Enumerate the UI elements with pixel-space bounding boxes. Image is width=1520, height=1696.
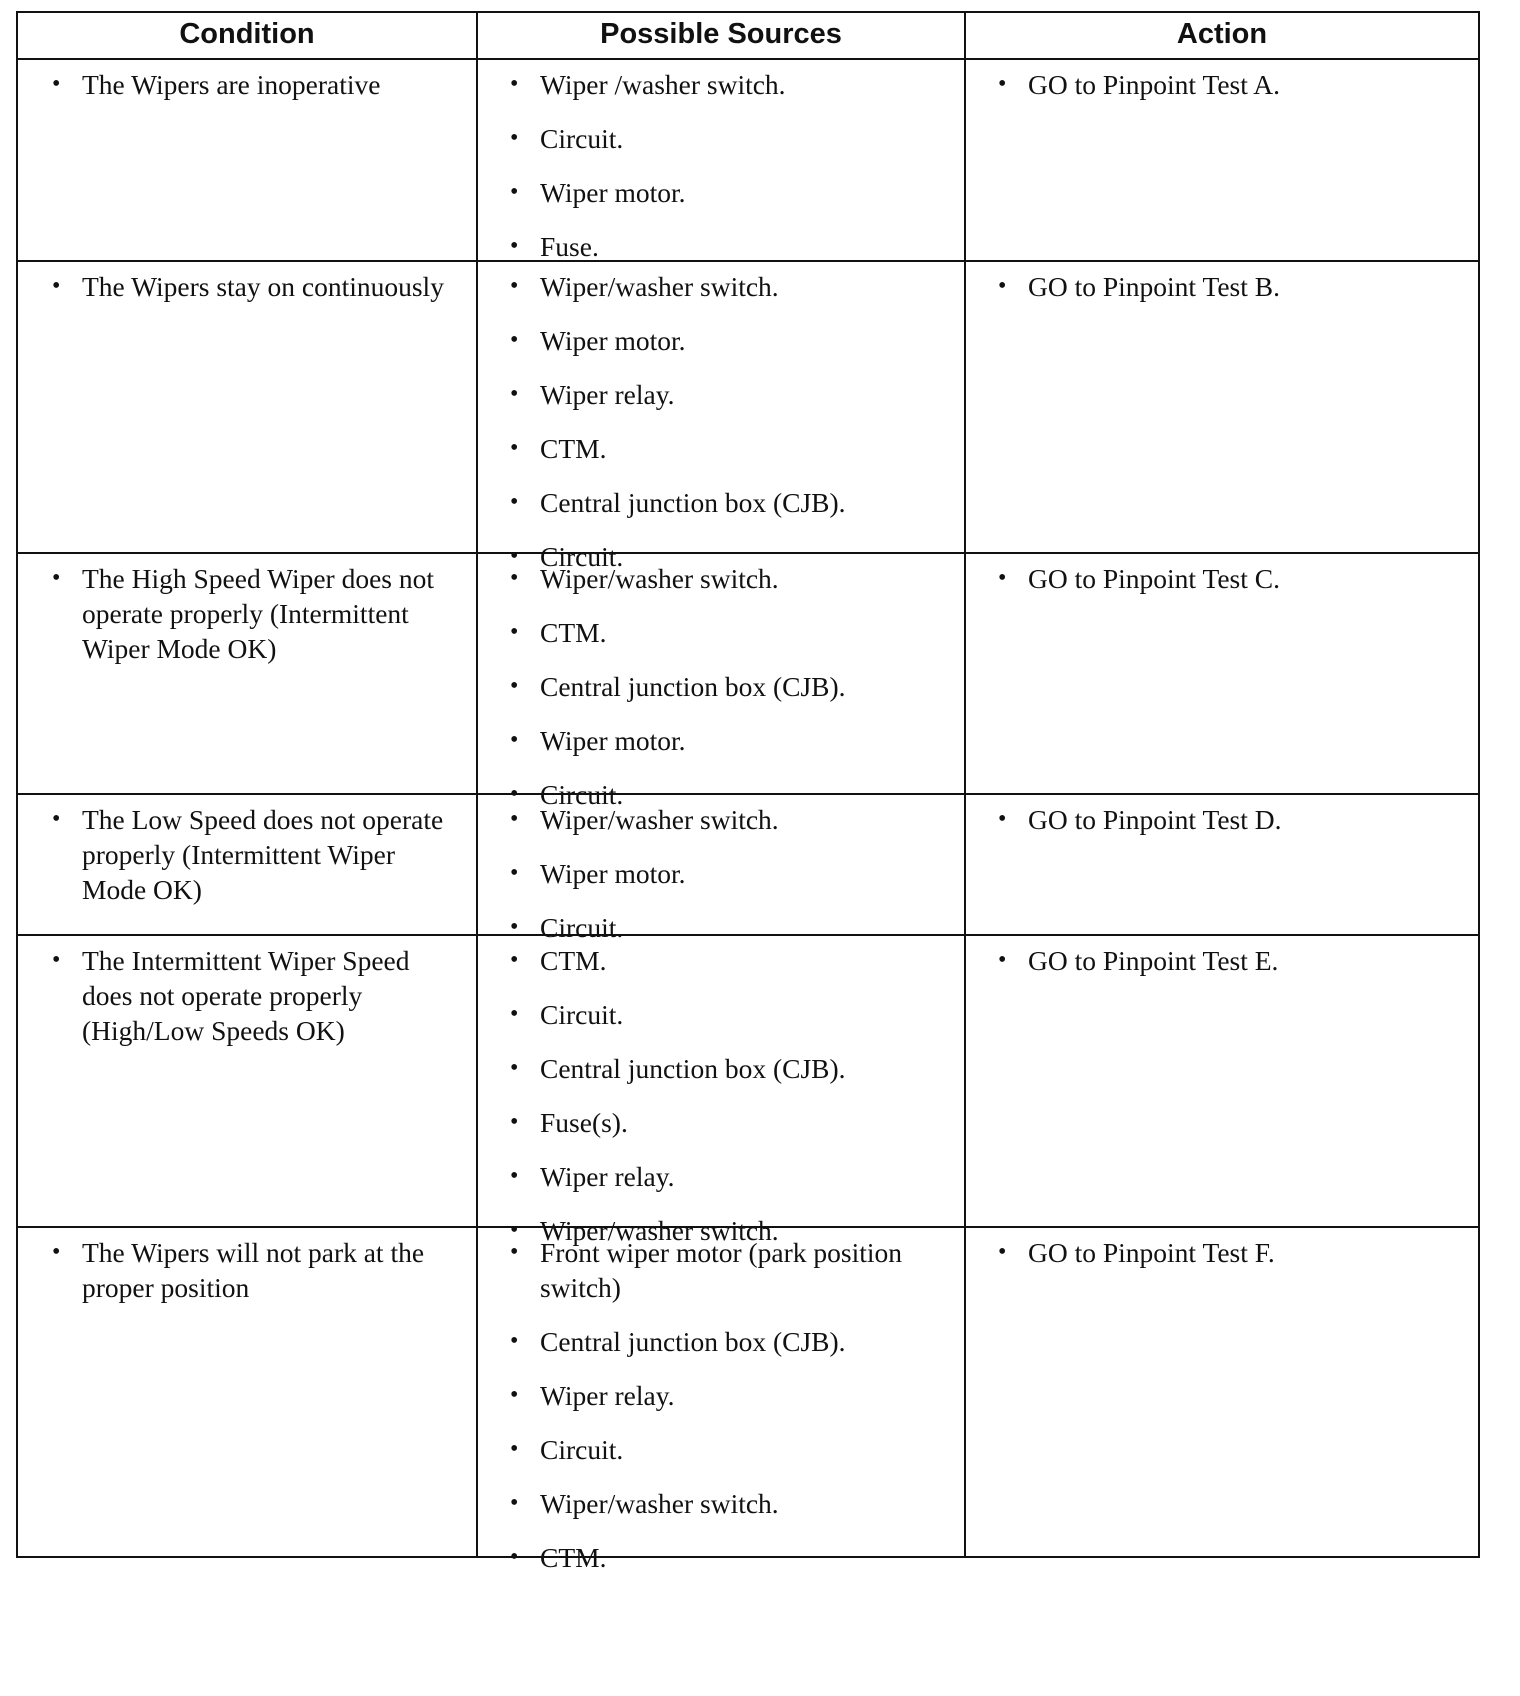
action-text: • GO to Pinpoint Test A. <box>1028 67 1458 102</box>
source-item: • Wiper relay. <box>540 1378 944 1432</box>
source-item: • Circuit. <box>540 1432 944 1486</box>
table-body <box>18 58 1478 1573</box>
source-item: • Circuit. <box>540 997 944 1051</box>
source-item: • Wiper/washer switch. <box>540 1486 944 1540</box>
action-cell <box>964 1228 1478 1556</box>
source-item: • Fuse. <box>540 229 944 264</box>
table-row <box>18 260 1478 572</box>
condition-text: • The Intermittent Wiper Speed does not operate properly (High/Low Speeds OK) <box>82 943 456 1048</box>
action-text: • GO to Pinpoint Test F. <box>1028 1235 1458 1270</box>
possible-sources-cell <box>476 936 964 1246</box>
source-item: • Wiper relay. <box>540 1159 944 1213</box>
source-item: • Front wiper motor (park position switch) <box>540 1235 944 1324</box>
condition-text: • The Wipers will not park at the proper position <box>82 1235 456 1305</box>
condition-cell <box>18 262 476 552</box>
source-item: • Wiper/washer switch. <box>540 269 944 323</box>
table-row <box>18 934 1478 1246</box>
header-action: Action <box>964 13 1478 58</box>
action-text: • GO to Pinpoint Test E. <box>1028 943 1458 978</box>
condition-text: • The High Speed Wiper does not operate properly (Intermittent Wiper Mode OK) <box>82 561 456 666</box>
source-item: • Central junction box (CJB). <box>540 669 944 723</box>
header-condition: Condition <box>179 18 315 50</box>
source-item: • Wiper/washer switch. <box>540 802 944 856</box>
source-item: • CTM. <box>540 943 944 997</box>
possible-sources-cell <box>476 795 964 943</box>
source-item: • Central junction box (CJB). <box>540 1051 944 1105</box>
possible-sources-cell <box>476 262 964 572</box>
source-item: • Wiper motor. <box>540 856 944 910</box>
action-cell <box>964 936 1478 1226</box>
table-row <box>18 552 1478 810</box>
source-item: • Circuit. <box>540 539 944 574</box>
action-cell <box>964 262 1478 552</box>
source-item: • Wiper motor. <box>540 723 944 777</box>
condition-cell <box>18 1228 476 1556</box>
source-item: • Circuit. <box>540 910 944 945</box>
table-row <box>18 1226 1478 1573</box>
condition-cell <box>18 936 476 1226</box>
source-item: • Wiper relay. <box>540 377 944 431</box>
source-item: • Central junction box (CJB). <box>540 485 944 539</box>
action-text: • GO to Pinpoint Test D. <box>1028 802 1458 837</box>
possible-sources-cell <box>476 60 964 260</box>
source-item: • CTM. <box>540 615 944 669</box>
source-item: • CTM. <box>540 431 944 485</box>
action-text: • GO to Pinpoint Test C. <box>1028 561 1458 596</box>
condition-cell <box>18 554 476 793</box>
source-item: • Circuit. <box>540 777 944 812</box>
condition-text: • The Wipers stay on continuously <box>82 269 456 304</box>
action-cell <box>964 795 1478 934</box>
possible-sources-cell <box>476 1228 964 1573</box>
possible-sources-cell <box>476 554 964 810</box>
source-item: • Wiper/washer switch. <box>540 1213 944 1248</box>
table-row <box>18 793 1478 943</box>
condition-text: • The Low Speed does not operate properly (Intermittent Wiper Mode OK) <box>82 802 456 907</box>
action-cell <box>964 60 1478 260</box>
table-row <box>18 58 1478 260</box>
source-item: • Central junction box (CJB). <box>540 1324 944 1378</box>
condition-text: • The Wipers are inoperative <box>82 67 456 102</box>
source-item: • Wiper/washer switch. <box>540 561 944 615</box>
condition-cell <box>18 60 476 260</box>
condition-cell <box>18 795 476 934</box>
source-item: • Wiper motor. <box>540 175 944 229</box>
source-item: • Circuit. <box>540 121 944 175</box>
source-item: • Wiper motor. <box>540 323 944 377</box>
table-header-row <box>18 13 1478 58</box>
source-item: • Wiper /washer switch. <box>540 67 944 121</box>
action-cell <box>964 554 1478 793</box>
header-possible-sources: Possible Sources <box>476 13 964 58</box>
diagnosis-table <box>16 11 1480 1573</box>
action-text: • GO to Pinpoint Test B. <box>1028 269 1458 304</box>
source-item: • Fuse(s). <box>540 1105 944 1159</box>
source-item: • CTM. <box>540 1540 944 1575</box>
